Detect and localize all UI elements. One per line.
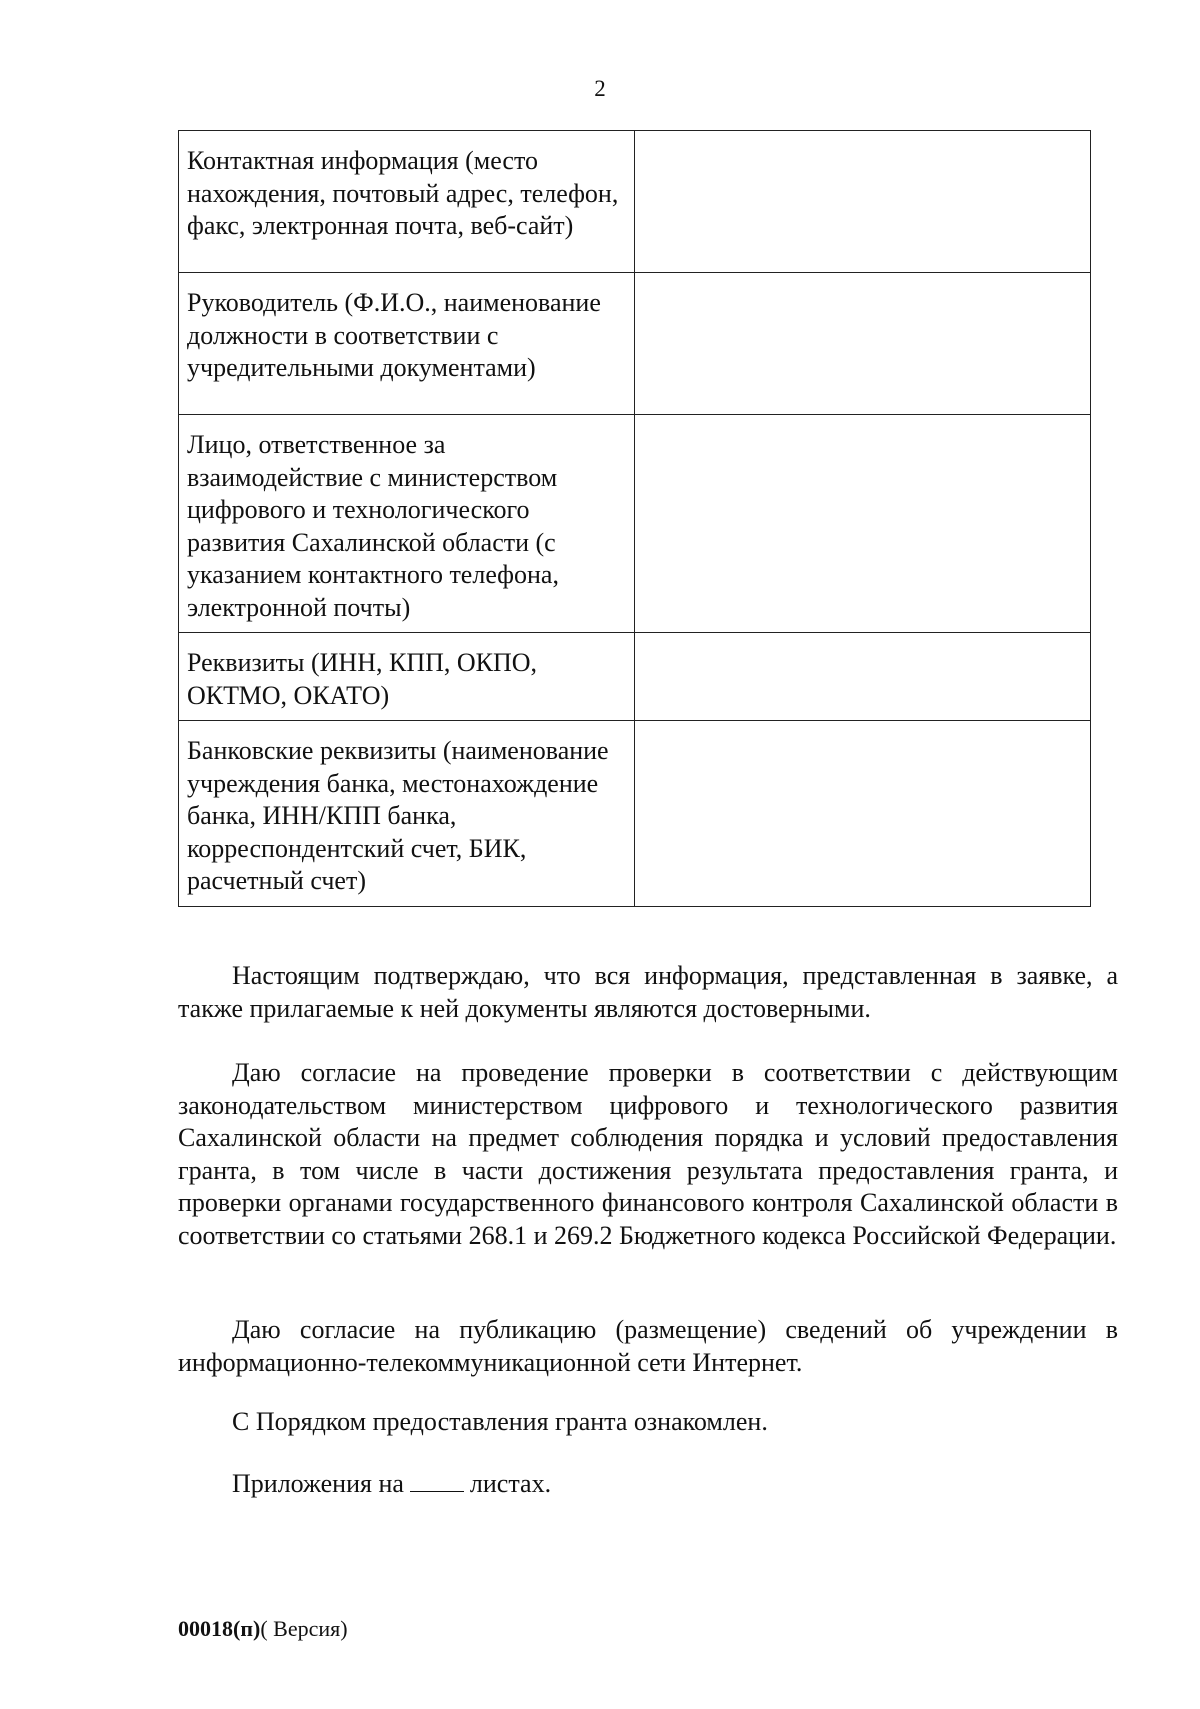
row-value-director[interactable] — [635, 273, 1091, 415]
confirmation-paragraph: Настоящим подтверждаю, что вся информация, представленная в заявке, а также прилагаемые к ней документы являются достоверными. — [178, 961, 1118, 1023]
attachments-prefix: Приложения на — [232, 1469, 404, 1498]
document-code-number: 00018(п) — [178, 1616, 261, 1641]
acquainted-paragraph: С Порядком предоставления гранта ознакомлен. — [232, 1407, 768, 1436]
document-code — [178, 1616, 348, 1642]
consent-inspection-paragraph: Даю согласие на проведение проверки в соответствии с действующим законодательством министерством цифрового и технологического развития Сахалинской области на предмет соблюдения порядка и условий предоставления гранта, в том числе в части достижения результата предоставления гранта, и проверки органами государственного финансового контроля Сахалинской области в соответствии со статьями 268.1 и 269.2 Бюджетного кодекса Российской Федерации. — [178, 1058, 1118, 1250]
row-label-contact-info: Контактная информация (место нахождения, почтовый адрес, телефон, факс, электронная почта, веб-сайт) — [179, 131, 635, 273]
row-label-responsible-person: Лицо, ответственное за взаимодействие с министерством цифрового и технологического развития Сахалинской области (с указанием контактного телефона, электронной почты) — [179, 415, 635, 633]
table-row — [179, 273, 1091, 415]
table-row — [179, 633, 1091, 721]
row-value-requisites[interactable] — [635, 633, 1091, 721]
table-row — [179, 131, 1091, 273]
attachments-paragraph — [178, 1467, 1118, 1501]
page-number: 2 — [594, 76, 606, 101]
consent-publication-paragraph: Даю согласие на публикацию (размещение) сведений об учреждении в информационно-телекоммуникационной сети Интернет. — [178, 1315, 1118, 1377]
applicant-info-table — [178, 130, 1091, 907]
attachments-count-blank[interactable] — [410, 1467, 464, 1492]
row-label-requisites: Реквизиты (ИНН, КПП, ОКПО, ОКТМО, ОКАТО) — [179, 633, 635, 721]
attachments-suffix: листах. — [469, 1469, 552, 1498]
row-value-responsible-person[interactable] — [635, 415, 1091, 633]
row-label-director: Руководитель (Ф.И.О., наименование должности в соответствии с учредительными документами) — [179, 273, 635, 415]
table-row — [179, 415, 1091, 633]
row-label-bank-requisites: Банковские реквизиты (наименование учреждения банка, местонахождение банка, ИНН/КПП банка, корреспондентский счет, БИК, расчетный счет) — [179, 721, 635, 907]
row-value-contact-info[interactable] — [635, 131, 1091, 273]
table-row — [179, 721, 1091, 907]
row-value-bank-requisites[interactable] — [635, 721, 1091, 907]
document-version: ( Версия) — [260, 1616, 348, 1641]
